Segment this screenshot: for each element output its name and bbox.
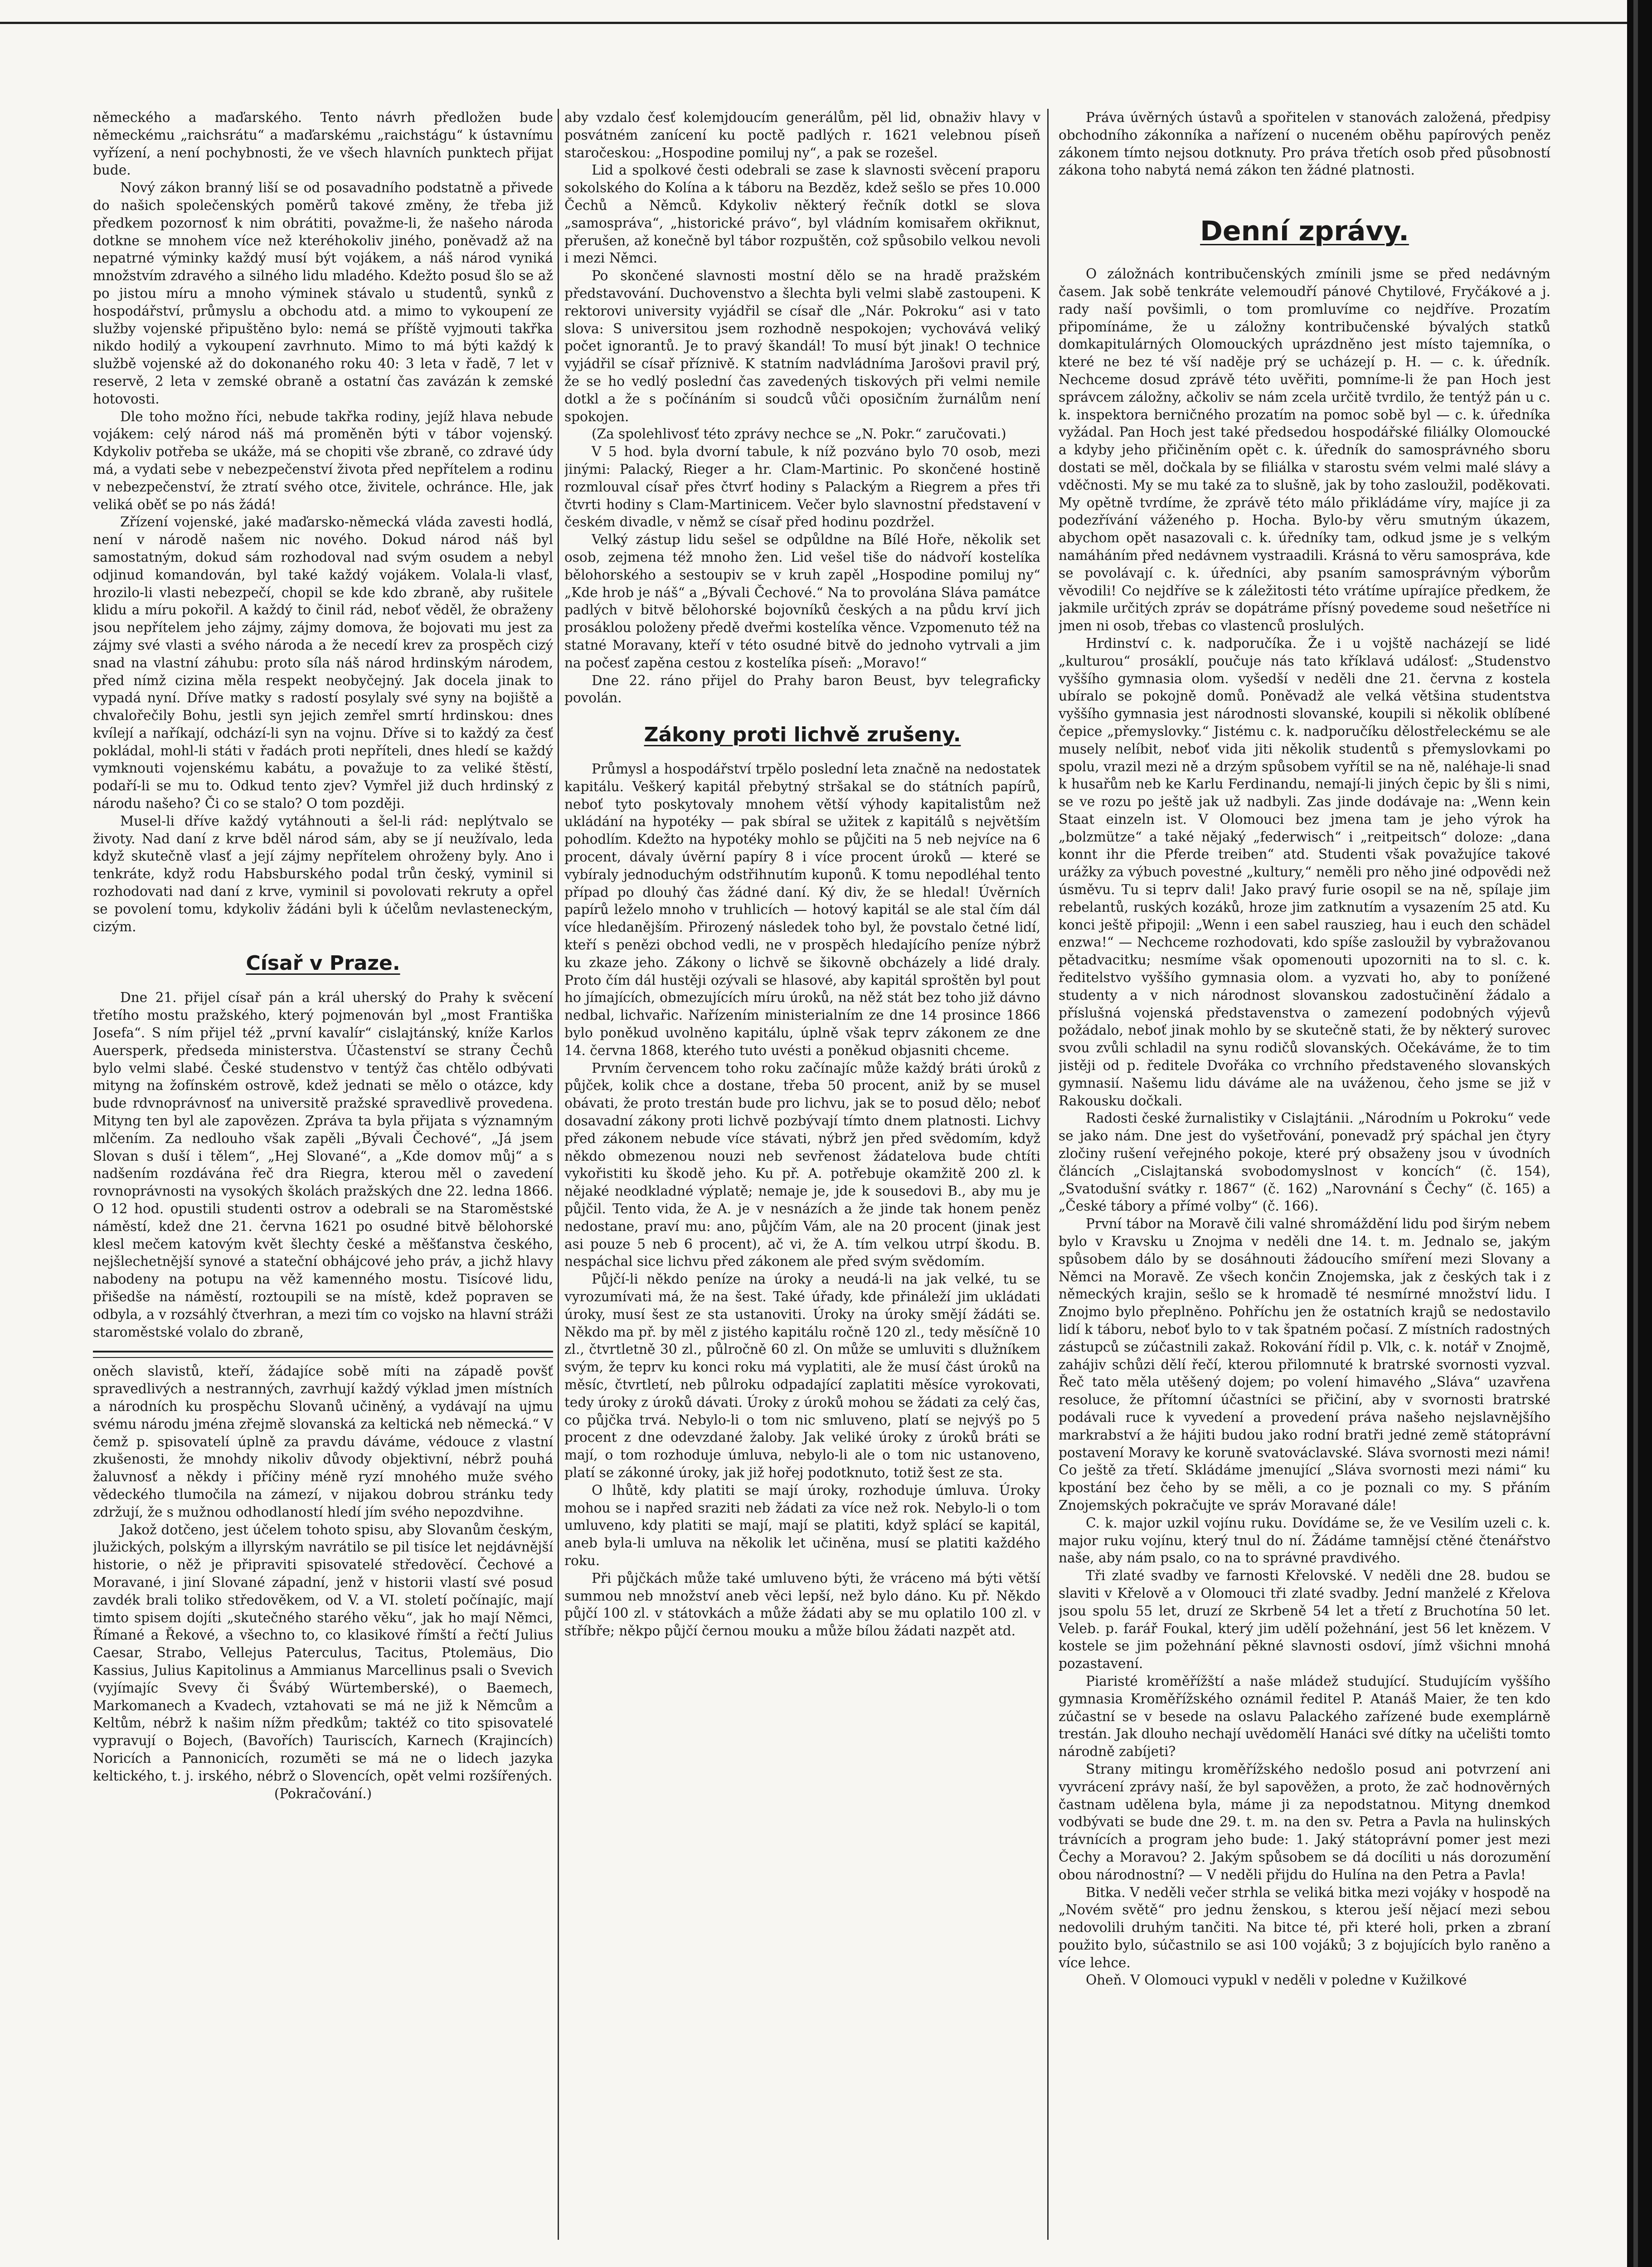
headline-cisar-v-praze: Císař v Praze. <box>246 952 400 975</box>
article-paragraph: Dne 21. přijel císař pán a král uherský do Prahy k svěcení třetího mostu pražského, který pojmenován byl „most Františka Josefa“. S ním přijel též „první kavalír“ cislajtánský, kníže Karlos Auersperk, předseda ministerstva. Účastenství se strany Čechů bylo velmi slabé. České studenstvo v tentýž čas chtělo odbývati mityng na žofínském ostrově, kdež jednati se mělo o otázce, kdy bude rdvnoprávnosť na universitě pražské spravedlivě provedena. Mityng ten byl ale zapovězen. Zpráva ta byla přijata s významným mlčením. Za nedlouho však zapěli „Bývali Čechové“, „Já jsem Slovan s duší i tělem“, „Hej Slované“, a „Kde domov můj“ a s nadšením rozdávána řeč dra Riegra, kterou měl o zavedení rovnoprávnosti na vysokých školách pražských dne 22. ledna 1866. O 12 hod. opustili studenti ostrov a odebrali se na Staroměstské náměstí, kdež dne 21. června 1621 po osudné bitvě bělohorské klesl mečem katovým květ šlechty české a měšťanstva českého, nejšlechetnější synové a stateční obhájcové jeho práv, a jichž hlavy nabodeny na potupu na věž kamenného mostu. Tisícové lidu, přišedše na náměstí, roztoupili se na místě, kdež popraven se odbyla, a v rozsáhlý čtverhran, a mezi tím co vojsko na hlavní stráži staroměstské volalo do zbraně, <box>93 990 553 1340</box>
article-paragraph: Dle toho možno říci, nebude takřka rodiny, jejíž hlava nebude vojákem: celý národ náš má proměněn býti v tábor vojenský. Kdykoliv potřeba se ukáže, má se chopiti vše zbraně, co zdravé údy má, a vydati sebe v nebezpečenství života před nepřítelem a rodinu v nebezpečenství, že ztratí svého otce, živitele, ochránce. Hle, jak veliká oběť se po nás žádá! <box>93 409 553 512</box>
section-divider <box>93 1351 553 1358</box>
article-paragraph: Zřízení vojenské, jaké maďarsko-německá vláda zavesti hodlá, není v národě našem nic nového. Dokud národ náš byl samostatným, dokud sám rozhodoval nad svým osudem a nebyl odjinud komandován, byl také každý vojákem. Volala-li vlasť, hrozilo-li vlasti nebezpečí, chopil se kde kdo zbraně, aby rušitele klidu a míru pokořil. A každý to činil rád, neboť věděl, že obraženy jsou nepřítelem jeho zájmy, zájmy domova, že bojovati mu jest za zájmy své vlasti a svého národa a že necedí krev za prospěch cizý snad na vlastní záhubu: proto síla náš národ hrdinským národem, před nímž cizina měla respekt neobyčejný. Jak docela jinak to vypadá nyní. Dříve matky s radostí posylaly své syny na bojiště a chvalořečily Bohu, jestli syn jejich zemřel smrtí hrdinskou: dnes kvílejí a naříkají, odchází-li syn na vojnu. Dříve si to každý za česť pokládal, mohl-li státi v řadách proti nepříteli, dnes hledí se každý vymknouti vojenskému kabátu, a považuje to za veliké štěstí, podaří-li se mu to. Odkud tento zjev? Vymřel již duch hrdinský z národu našeho? Či co se stalo? O tom později. <box>93 514 553 812</box>
article-paragraph: Prvním červencem toho roku začínajíc může každý bráti úroků z půjček, kolik chce a dostane, třeba 50 procent, aniž by se musel obávati, že proto trestán bude pro lichvu, jak se to posud dělo; neboť dosavadní zákony proti lichvě pozbývají tímto dnem platnosti. Lichvy před zákonem nebude více stávati, nýbrž jen před svědomím, když někdo obmezenou nouzi neb sevřenost žádatelova bude chtíti vykořistiti ku škodě jeho. Ku př. A. potřebuje okamžitě 200 zl. k nějaké neodkladné výplatě; nemaje je, jde k sousedovi B., aby mu je půjčil. Tento vida, že A. je v nesnázích a že jinde tak honem peněz nedostane, praví mu: ano, půjčím Vám, ale na 20 procent (jinak jest asi pouze 5 neb 6 procent), ač vi, že A. tím velkou utrpí škodu. B. nespáchal sice lichvu před zákonem ale před svým svědomím. <box>564 1060 1040 1270</box>
article-paragraph: aby vzdalo česť kolemjdoucím generálům, pěl lid, obnaživ hlavy v posvátném zanícení ku poctě padlých r. 1621 velebnou píseň staročeskou: „Hospodine pomiluj ny“, a pak se rozešel. <box>564 110 1040 161</box>
news-item: Piaristé kroměřížští a naše mládež studující. Studujícím vyššího gymnasia Kroměřížského oznámil ředitel P. Atanáš Maier, že ten kdo zúčastní se v besede na oslavu Palackého zařízené bude exemplárně trestán. Jak dlouho nechají uvědomělí Hanáci své dítky na učelišti tomto národně zabíjeti? <box>1059 1673 1550 1760</box>
column-1 <box>93 109 553 2267</box>
article-paragraph: oněch slavistů, kteří, žádajíce sobě míti na západě povšť spravedlivých a nestranných, zavrhují každý výklad jmen místních a národních ku prospěchu Slovanů učiněný, a vydávají na ujmu svému národu jména zřejmě slovanská za keltická neb německá.“ V čemž p. spisovatelí úplně za pravdu dáváme, védouce z vlastní zkušenosti, že mnohdy nikoliv důvody objektivní, nébrž pouhá žaluvnosť a někdy i příčiny méně ryzí mnohého muže svého vědeckého tlumočila na zámezí, v nijakou dobrou stránku tedy zdržují, že s mužnou odhodlaností hledí jím svého nepozdvihne. <box>93 1363 553 1520</box>
news-item: Tři zlaté svadby ve farnosti Křelovské. V neděli dne 28. budou se slaviti v Křelově a v Olomouci tři zlaté svadby. Jední manželé z Křelova jsou spolu 55 let, druzí ze Skrbeně 54 let a třetí z Bruchotína 50 let. Veleb. p. farář Foukal, který jim udělí požehnání, jest 56 let knězem. V kostele se jim požehnání pěkné slavnosti osdoví, jímž všichni mnohá pozastavení. <box>1059 1568 1550 1672</box>
column-3 <box>1059 109 1550 2267</box>
article-paragraph: Práva úvěrných ústavů a spořitelen v stanovách založená, předpisy obchodního zákonníka a nařízení o nuceném oběhu papírových peněz zákonem tímto nejsou dotknuty. Pro práva třetích osob před působností zákona toho nabytá nemá zákon ten žádné platnosti. <box>1059 110 1550 178</box>
news-item: Strany mitingu kroměřížského nedošlo posud ani potvrzení ani vyvrácení zprávy naší, že byl sapověžen, a proto, že zač hodnověrných častnam udělena byla, máme ji za nepodstatnou. Mityng dnemkod vodbývati se bude dne 29. t. m. na den sv. Petra a Pavla na hulinských trávnících a program jeho bude: 1. Jaký státoprávní pomer jest mezi Čechy a Moravou? 2. Jakým spůsobem se dá docíliti u nás dorozumění obou národnostní? — V neděli přijdu do Hulína na den Petra a Pavla! <box>1059 1761 1550 1883</box>
article-paragraph: Nový zákon branný liší se od posavadního podstatně a přivede do našich společenských poměrů takové změny, že třeba již předkem pozornosť k nim obrátiti, považme-li, že našeho národa dotkne se mnohem více než kteréhokoliv jiného, poněvadž až na nepatrné výminky každý musí být vojákem, a náš národ vyniká množstvím zdravého a silného lidu mladého. Kdežto posud šlo se až po jistou míru a mnoho výminek stávalo u studentů, synků z hospodářství, průmyslu a obchodu atd. a mimo to vykoupení ze služby vojenské připuštěno bylo: nemá se příště vyjmouti takřka nikdo hodilý a vykoupení zavrhnuto. Mimo to má býti každý k službě vojenské až do dokonaného roku 40: 3 leta v řadě, 7 let v reservě, 2 leta v zemské obraně a ostatní čas zavázán k zemské hotovosti. <box>93 180 553 407</box>
article-paragraph: Velký zástup lidu sešel se odpůldne na Bílé Hoře, několik set osob, zejmena též mnoho žen. Lid vešel tiše do nádvoří kostelíka bělohorského a sestoupiv se v kruh zapěl „Hospodine pomiluj ny“ „Kde hrob je náš“ a „Bývali Čechové.“ Na to provolána Sláva památce padlých v bitvě bělohorské bojovníků českých a na půdu krví jich prosáklou položeny předě dveřmi kostelíka věnce. Vzpomenuto též na statné Moravany, kteří v této osudné bitvě do jednoho vytrvali a jim na počesť zapěna cestou z kostelíka píseň: „Moravo!“ <box>564 532 1040 671</box>
article-paragraph: Po skončené slavnosti mostní dělo se na hradě pražském představování. Duchovenstvo a šlechta byli velmi slabě zastoupeni. K rektorovi university vyjádřil se císař dle „Nár. Pokroku“ asi v tato slova: S universitou jsem rozhodně nespokojen; vychovává veliký počet ignorantů. Je to pravý škandál! To musí být jinak! O technice vyjádřil se císař příznivě. K statním nadvládníma Jarošovi pravil prý, že se ho vedlý poslední čas zavedených tiskových při velmi nemile dotkl a že s počínáním si soudců vůči oposičním žurnálům není spokojen. <box>564 268 1040 424</box>
article-paragraph: Půjčí-li někdo peníze na úroky a neudá-li na jak velké, tu se vyrozumívati má, že na šest. Také úřady, kde přináleží jim ukládati úroky, musí šest ze sta ustanoviti. Úroky na úroky smějí žádáti se. Někdo ma př. by měl z jistého kapitálu ročně 120 zl., tedy měsíčně 10 zl., čtvrtletně 30 zl., půlročně 60 zl. On může se umluviti s dlužníkem svým, že teprv ku konci roku má vyplatiti, ale že musí část úroků na měsíc, čtvrtletí, neb půlroku odpadající zaplatiti měsíce vyrokovati, tedy úroky z úroků dávati. Úroky z úroků mohou se žádati za celý čas, co půjčka trvá. Nebylo-li o tom nic smluveno, platí se nejvýš po 5 procent z dne odevzdané žaloby. Jak veliké úroky z úroků bráti se mají, o tom rozhoduje úmluva, nebylo-li ale o tom nic ustanoveno, platí se zákonné úroky, jak již hořej podotknuto, totiž šest ze sta. <box>564 1271 1040 1480</box>
binding-edge <box>1627 0 1652 2267</box>
news-item: O záložnách kontribučenských zmínili jsme se před nedávným časem. Jak sobě tenkráte velemoudří pánové Chytilové, Fryčákové a j. rady naší povšimli, o tom promluvíme co nejdříve. Prozatím připomínáme, že u záložny kontribučenské bývalých statků domkapitulárných Olomouckých uprázdněno jest místo tajemníka, o které ne bez té vší naděje prý se ucházejí p. H. — c. k. úředník. Nechceme dosud zprávě této uvěřiti, pomníme-li že pan Hoch jest správcem záložny, ačkoliv se nám zcela určitě tvrdilo, že tentýž pán u c. k. inspektora berničného prozatím na pomoc sobě byl — c. k. úředníka vyžádal. Pan Hoch jest také předsedou hospodářské filiálky Olomoucké a kdyby jeho přičiněním opět c. k. úředník do samosprávného sboru dostati se měl, dočkala by se filiálka v starostu svém velmi malé slávy a vděčnosti. My se mu také za to slušně, jak by toho zasloužil, poděkovati. My opětně tvrdíme, že zprávě této málo přikládáme víry, majíce ji za podezřívání váženého p. Hocha. Bylo-by věru smutným úkazem, abychom opět nasazovali c. k. úředníky tam, odkud jsme je s velkým namáháním před nedávnem vystraadili. Krásná to věru samospráva, kde se povolávají c. k. úředníci, aby psaním samosprávným výborům věvodili! Co nejdříve se k záležitosti této vrátíme upírajíce předkem, že jakmile určitých zpráv se dopátráme přísný povedeme soud nešetříce ni jmen ni osob, třebas co vlastenců proslulých. <box>1059 266 1550 634</box>
headline-zakony-proti-lichve: Zákony proti lichvě zrušeny. <box>644 723 961 747</box>
headline-denni-zpravy: Denní zprávy. <box>1200 215 1409 248</box>
article-paragraph: Při půjčkách může také umluveno býti, že vráceno má býti větší summou neb množství aneb věci lepší, než bylo dáno. Ku př. Někdo půjčí 100 zl. v státovkách a může žádati aby se mu oplatilo 100 zl. v stříbře; někpo půjčí černou mouku a může bílou žádati nazpět atd. <box>564 1570 1040 1639</box>
news-item: První tábor na Moravě čili valné shromáždění lidu pod širým nebem bylo v Kravsku u Znojma v neděli dne 14. t. m. Jednalo se, jakým spůsobem dálo by se dosáhnouti žádoucího smíření mezi Slovany a Němci na Moravě. Ze všech končin Znojemska, jak z českých tak i z německých krajin, sešlo se k hromadě té nesmírné množství lidu. I Znojmo bylo přeplněno. Pohříchu jen že ostatních krajů se nedostavilo lidí k táboru, neboť bylo to v tak špatném počasí. Z místních radostných zástupců se zúčastnili zakaž. Rokování řídil p. Vlk, c. k. notář v Znojmě, zahájiv schůzi dělí řečí, kterou přilomnuté k bratrské svornosti vyzval. Řeč tato měla utěšený dojem; po volení himavého „Sláva“ uzavřena resoluce, že přítomní účastníci se přičiní, aby v svornosti bratrské podávali ruce k vyvedení a provedení práva našeho nejslavnějšího markrabství a že hájiti budou jako rodní bratři jedné země státoprávní postavení Moravy ke koruně svatováclavské. Sláva svornosti mezi námi! Co ještě za třetí. Skládáme jmenující „Sláva svornosti mezi námi“ ku kpostání bez čeho by se měli, a co je poznali co my. S přáním Znojemských pokračujte ve správ Moravané dále! <box>1059 1216 1550 1513</box>
article-paragraph: Lid a spolkové česti odebrali se zase k slavnosti svěcení praporu sokolského do Kolína a k táboru na Bezděz, kdež sešlo se přes 10.000 Čechů a Němců. Kdykoliv některý řečník dotkl se slova „samospráva“, „historické právo“, byl vládním komisařem okřiknut, přerušen, až konečně byl tábor rozpuštěn, což spůsobilo velkou nevoli i mezi Němci. <box>564 162 1040 266</box>
article-paragraph: Průmysl a hospodářství trpělo poslední leta značně na nedostatek kapitálu. Veškerý kapitál přebytný stršakal se do státních papírů, neboť tyto poskytovaly mnohem větší výhody kapitalistům než ukládání na hypotéky — pak sbíral se užitek z kapitálů s největším pohodlím. Kdežto na hypotéky mohlo se půjčiti na 5 neb nejvíce na 6 procent, dávaly úvěrní papíry 8 i více procent úroků — které se vybíraly jednoduchým odstřihnutím kuponů. K tomu nepodléhal tento případ po dlouhý čas žádné daní. Ký div, že se hledal! Úvěrních papírů leželo mnoho v truhlicích — hotový kapitál se ale stal čím dál více hledanějším. Přirozený následek toho byl, že povstalo četné lidí, kteří s penězi obchod vedli, ne v prospěch hledajícího peníze nýbrž ku zkaze jeho. Zákony o lichvě se šikovně obcházely a lidé draly. Proto čím dál hustěji ozývali se hlasové, aby kapitál sproštěn byl pout ho jímajících, obmezujících míru úroků, na něž stát bez toho již dávno nedbal, lichvařic. Nařízením ministerialním ze dne 14 prosince 1866 bylo poněkud uvolněno kapitálu, úplně však teprv zákonem ze dne 14. června 1868, kterého tuto uvésti a poněkud objasniti chceme. <box>564 761 1040 1058</box>
news-item: Bitka. V neděli večer strhla se veliká bitka mezi vojáky v hospodě na „Novém světě“ pro jednu ženskou, s kterou ješí nějací mezi sebou nedovolili druhým tančiti. Na bitce té, při které holi, prken a zbraní použito bylo, súčastnilo se asi 100 vojáků; 3 z bojujících bylo raněno a více lehce. <box>1059 1884 1550 1970</box>
continued-note: (Pokračování.) <box>274 1785 372 1801</box>
article-paragraph: V 5 hod. byla dvorní tabule, k níž pozváno bylo 70 osob, mezi jinými: Palacký, Rieger a hr. Clam-Martinic. Po skončené hostině rozmlouval císař přes čtvrť hodiny s Palackým a Riegrem a přes tři čtvrti hodiny s Clam-Martinicem. Večer bylo slavnostní představení v českém divadle, v němž se císař před hodinu pozdržel. <box>564 444 1040 530</box>
news-item: Hrdinství c. k. nadporučíka. Že i u vojště nacházejí se lidé „kulturou“ prosáklí, poučuje nás tato kříklavá událosť: „Studenstvo vyššího gymnasia olom. vyšedší v neděli dne 21. června z kostela ubíralo se pokojně domů. Poněvadž ale velká většina studentstva vyššího gymnasia jest národnosti slovanské, koupili si několik oblíbené čepice „přemyslovky.“ Jistému c. k. nadporučíku dělostřeleckému se ale musely nelíbit, neboť vida jiti několik studentů s přemyslovkami po spolu, vrazil mezi ně a drzým spůsobem vyřítil se na ně, naléhaje-li snad k husařům neb ke Karlu Ferdinandu, nemají-li jiných čepic by šli s nimi, se ve rozu po ještě jak už nadbyli. Zas jinde dodávaje na: „Wenn kein Staat einzeln ist. V Olomouci bez jmena tam je jeho výrok ha „bolzmütze“ a také nějaký „federwisch“ i „reitpeitsch“ doloze: „dana konnt ihr die Pferde treiben“ atd. Studenti však považujíce takové urážky za výbuch povestné „kultury,“ neměli pro něho jiné odpovědi než úsměvu. Tu si teprv dali! Jako pravý furie osopil se na ně, spílaje jim rebelantů, ruských kozáků, hroze jim zatknutím a vysazením 25 atd. Ku konci ještě připojil: „Wenn i een sabel rauszieg, hau i euch den schädel enzwa!“ — Nechceme rozhodovati, kdo spíše zasloužil by vybražovanou pětadvacitku; nesmíme však opomenouti upozorniti na to sl. c. k. ředitelstvo vyššího gymnasia olom. a vyzvati ho, aby to ponížené studenty a v nich národnost slovanskou zadostučinění žádalo a příslušná vojenská představenstva o zamezení podobných výjevů požádalo, neboť jinak mohlo by se skutečně stati, že by některý surovec svou zvůli schladil na synu rodičů slovanských. Očekáváme, že to tim jistěji od p. ředitele Dvořáka co vrchního představeného slovanských gymnasií. Našemu lidu dáváme ale na uváženou, čeho jsme se již v Rakousku dočkali. <box>1059 635 1550 1109</box>
news-item: C. k. major uzkil vojínu ruku. Dovídáme se, že ve Vesilím uzeli c. k. major ruku vojínu, který tnul do ní. Žádáme tamnějsí ctěné čtenářstvo naše, aby nám psalo, co na to správné pravdivého. <box>1059 1515 1550 1566</box>
column-rule <box>558 109 559 2240</box>
article-paragraph: O lhůtě, kdy platiti se mají úroky, rozhoduje úmluva. Úroky mohou se i napřed sraziti neb žádati za více než rok. Nebylo-li o tom umluveno, kdy platiti se mají, mají se platiti, když splácí se kapitál, aneb byla-li umluva na několik let učiněna, musí se platiti každého roku. <box>564 1482 1040 1568</box>
article-paragraph: Jakož dotčeno, jest účelem tohoto spisu, aby Slovanům českým, jlužických, polským a illyrským navrátilo se pil tisíce let nejdávnější historie, o něž je připraviti spisovatelé středověcí. Čechové a Moravané, i jiní Slované západní, jenž v historii vlastí své posud zavdék brali toliko středověkem, od V. a VI. století počínajíc, mají timto spisem dojíti „skutečného starého věku“, jak ho mají Němci, Římané a Řekové, a všechno to, co klasikové římští a řečtí Julius Caesar, Strabo, Vellejus Paterculus, Tacitus, Ptolemäus, Dio Kassius, Julius Kapitolinus a Ammianus Marcellinus psali o Svevich (vyjímajíc Svevy či Švábý Würtemberské), o Baemech, Markomanech a Kvadech, vztahovati se má ne již k Němcům a Keltům, nébrž k našim nížm předkům; taktéž co tito spisovatelé vypravují o Bojech, (Bavořích) Tauriscích, Karnech (Krajincích) Noricích a Pannonicích, rozuměti se má ne o lidech jazyka keltického, t. j. irského, nébrž o Slovencích, opět velmi rozšířených. <box>93 1522 553 1784</box>
news-item: Oheň. V Olomouci vypukl v neděli v poledne v Kužilkové <box>1086 1972 1467 1988</box>
article-paragraph: Dne 22. ráno přijel do Prahy baron Beust, byv telegraficky povolán. <box>564 672 1040 706</box>
article-paragraph: německého a maďarského. Tento návrh předložen bude německému „raichsrátu“ a maďarskému „raichstágu“ k ústavnímu vyřízení, a není pochybnosti, že ve všech hlavních punktech přijat bude. <box>93 110 553 178</box>
column-rule <box>1047 109 1049 2240</box>
news-item: Radosti české žurnalistiky v Cislajtánii. „Národním u Pokroku“ vede se jako nám. Dne jest do vyšetřování, ponevadž prý spáchal jen čtyry zločiny rušení veřejného pokoje, které prý obsaženy jsou v úvodních článcích „Cislajtanská svobodomyslnost v koncích“ (č. 154), „Svatodušní svátky r. 1867“ (č. 162) „Narovnání s Čechy“ (č. 165) a „České tábory a přímé volby“ (č. 166). <box>1059 1110 1550 1214</box>
column-2 <box>564 109 1040 2267</box>
article-paragraph: (Za spolehlivosť této zprávy nechce se „N. Pokr.“ zaručovati.) <box>592 426 1006 442</box>
top-margin-rule <box>0 0 1627 24</box>
article-paragraph: Musel-li dříve každý vytáhnouti a šel-li rád: neplýtvalo se životy. Nad daní z krve bděl národ sám, aby se jí neužívalo, leda když skutečně vlasť a její zájmy nepřítelem ohroženy byly. Ano i tenkráte, když rodu Habsburského podal trůn český, vyminil si rozhodovati nad daní z krve, vyminil si povolovati rekruty a opřel se povolení tomu, kdykoliv žádáni byli k účelům nevlasteneckým, cizým. <box>93 813 553 934</box>
